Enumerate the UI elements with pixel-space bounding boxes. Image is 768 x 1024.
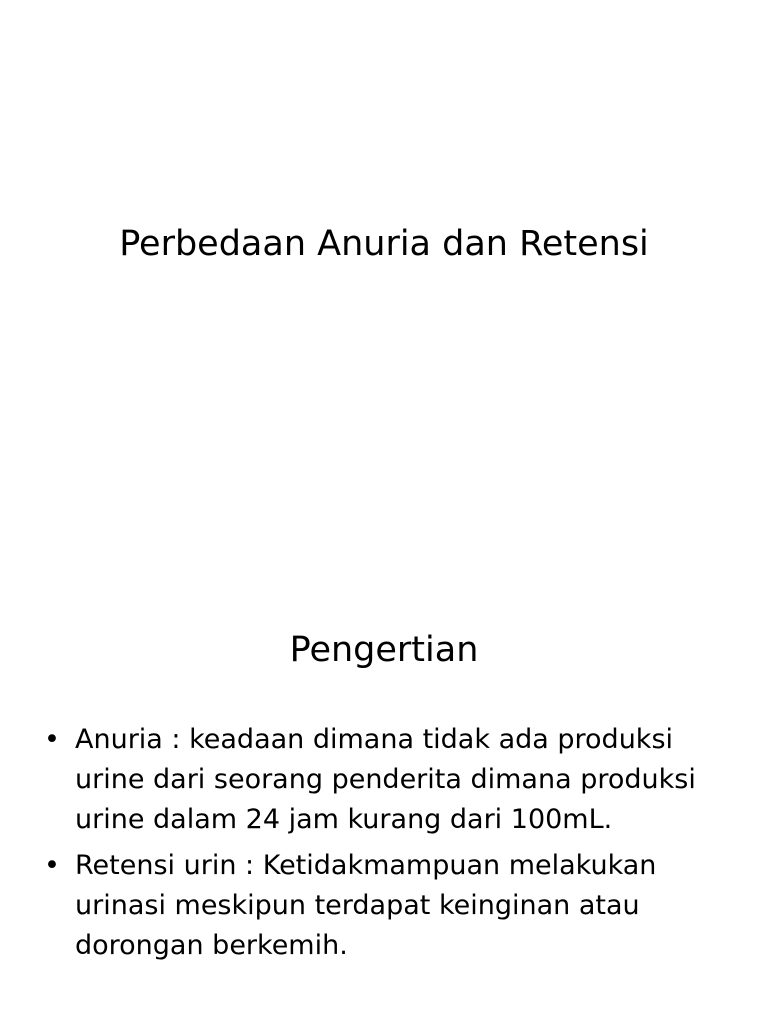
bullet-icon: • [44,850,60,881]
bullet-icon: • [44,724,60,755]
bullet-text: Anuria : keadaan dimana tidak ada produksi urine dari seorang penderita dimana produksi urine dalam 24 jam kurang dari 100mL. [75,724,696,835]
bullet-text: Retensi urin : Ketidakmampuan melakukan urinasi meskipun terdapat keinginan atau dorongan berkemih. [75,850,657,961]
bullet-item-anuria [44,720,744,840]
content-slide [0,512,768,1024]
bullet-item-retensi [44,846,744,966]
slide-heading: Pengertian [289,630,479,670]
bullet-list [44,720,744,972]
slide-title: Perbedaan Anuria dan Retensi [119,224,649,264]
